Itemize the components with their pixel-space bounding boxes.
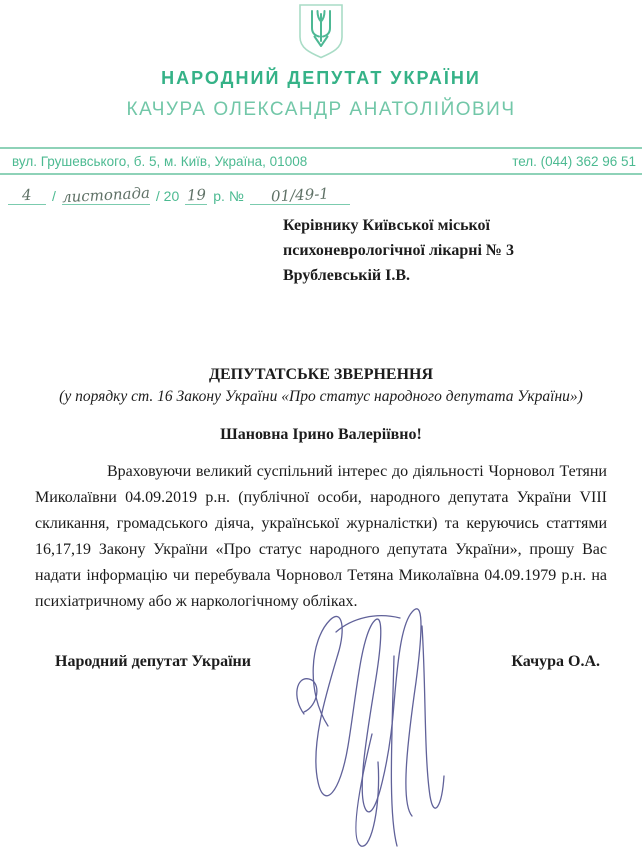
date-year-field	[185, 186, 207, 205]
recipient-block	[283, 213, 603, 288]
signer-position-label: Народний депутат України	[55, 653, 251, 670]
reg-number-handwritten: 01/49-1	[270, 184, 330, 206]
date-line	[8, 183, 350, 205]
date-day-field	[8, 186, 46, 205]
recipient-line: психоневрологічної лікарні № 3	[283, 242, 514, 259]
date-separator: /	[52, 188, 56, 204]
body-paragraph: Враховуючи великий суспільний інтерес до діяльності Чорновол Тетяни Миколаївни 04.09.2019 р.н. (публічної особи, народного депутата України VIII скликання, громадського діяча, української журналістки) та керуючись статтями 16,17,19 Закону України «Про статус народного депутата України», прошу Вас надати інформацію чи перебувала Чорновол Тетяна Миколаївна 04.09.1979 р.н. на психіатричному або ж наркологічному обліках.	[35, 463, 607, 610]
contact-bar	[0, 147, 642, 175]
document-subtitle: (у порядку ст. 16 Закону України «Про статус народного депутата України»)	[59, 388, 583, 405]
reg-number-label: р. №	[213, 188, 244, 204]
letterhead-deputy-name: КАЧУРА ОЛЕКСАНДР АНАТОЛІЙОВИЧ	[126, 99, 516, 120]
recipient-line: Керівнику Київської міської	[283, 217, 490, 234]
date-year-handwritten: 19	[186, 185, 207, 205]
document-title: ДЕПУТАТСЬКЕ ЗВЕРНЕННЯ	[208, 366, 434, 383]
date-year-prefix: / 20	[155, 188, 180, 204]
date-day-handwritten: 4	[21, 185, 33, 205]
date-month-field	[61, 183, 151, 207]
recipient-line: Врублевській І.В.	[283, 267, 411, 284]
letterhead-title: НАРОДНИЙ ДЕПУТАТ УКРАЇНИ	[161, 68, 481, 88]
letterhead	[0, 2, 642, 65]
salutation: Шановна Ірино Валеріївно!	[220, 426, 422, 443]
handwritten-signature	[276, 596, 471, 854]
ukraine-trident-emblem-icon	[291, 2, 351, 60]
reg-number-field	[250, 186, 350, 205]
letterhead-address: вул. Грушевського, б. 5, м. Київ, Україна, 01008	[12, 153, 308, 169]
date-month-handwritten: листопада	[61, 183, 151, 207]
letterhead-phone: тел. (044) 362 96 51	[512, 153, 636, 169]
signer-name: Качура О.А.	[511, 653, 600, 670]
